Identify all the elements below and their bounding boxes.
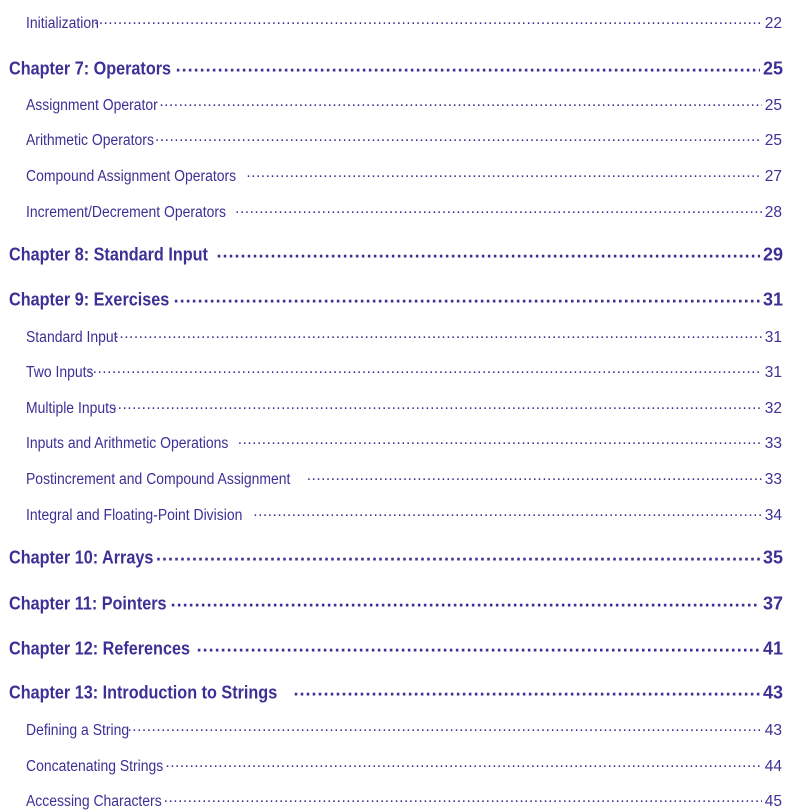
toc-entry-page: 27: [764, 167, 782, 185]
toc-chapter-page: 35: [762, 547, 783, 568]
toc-entry-postincrement-compound-assignment[interactable]: [0, 468, 800, 489]
dot-leader: [246, 165, 761, 181]
toc-chapter-9[interactable]: [0, 288, 800, 311]
toc-entry-title: Multiple Inputs: [26, 399, 116, 417]
dot-leader: [159, 94, 761, 110]
toc-entry-title: Inputs and Arithmetic Operations: [26, 434, 229, 452]
dot-leader: [171, 592, 760, 610]
toc-entry-title: Accessing Characters: [26, 792, 162, 810]
dot-leader: [164, 790, 762, 806]
toc-entry-title: Postincrement and Compound Assignment: [26, 470, 291, 488]
toc-entry-title: Compound Assignment Operators: [26, 167, 237, 185]
toc-entry-defining-a-string[interactable]: [0, 719, 800, 740]
dot-leader: [253, 504, 761, 520]
dot-leader: [94, 12, 762, 28]
toc-chapter-title: Chapter 13: Introduction to Strings: [9, 682, 278, 703]
dot-leader: [165, 755, 761, 771]
toc-chapter-7[interactable]: [0, 57, 800, 80]
toc-entry-arithmetic-operators[interactable]: [0, 129, 800, 150]
toc-entry-page: 34: [764, 506, 782, 524]
toc-entry-title: Standard Input: [26, 328, 118, 346]
dot-leader: [115, 326, 762, 342]
toc-chapter-8[interactable]: [0, 243, 800, 266]
dot-leader: [238, 432, 762, 448]
toc-entry-page: 25: [764, 96, 782, 114]
toc-chapter-page: 37: [762, 593, 783, 614]
toc-entry-title: Integral and Floating-Point Division: [26, 506, 243, 524]
toc-entry-title: Increment/Decrement Operators: [26, 203, 227, 221]
toc-chapter-title: Chapter 8: Standard Input: [9, 244, 208, 265]
dot-leader: [113, 397, 762, 413]
toc-entry-page: 28: [764, 203, 782, 221]
toc-entry-concatenating-strings[interactable]: [0, 755, 800, 776]
toc-entry-title: Concatenating Strings: [26, 757, 164, 775]
dot-leader: [217, 243, 760, 261]
toc-entry-page: 31: [764, 328, 782, 346]
toc-entry-page: 45: [764, 792, 782, 810]
toc-entry-title: Arithmetic Operators: [26, 131, 154, 149]
toc-entry-assignment-operator[interactable]: [0, 94, 800, 115]
toc-chapter-13[interactable]: [0, 681, 800, 704]
toc-entry-page: 33: [764, 434, 782, 452]
toc-entry-integral-floating-point-division[interactable]: [0, 504, 800, 525]
toc-chapter-10[interactable]: [0, 546, 800, 569]
toc-entry-two-inputs[interactable]: [0, 361, 800, 382]
toc-entry-initialization[interactable]: [0, 12, 800, 33]
toc-chapter-title: Chapter 10: Arrays: [9, 547, 154, 568]
dot-leader: [307, 468, 762, 484]
toc-chapter-page: 31: [762, 289, 783, 310]
toc-chapter-11[interactable]: [0, 592, 800, 615]
dot-leader: [127, 719, 761, 735]
toc-chapter-title: Chapter 9: Exercises: [9, 289, 170, 310]
dot-leader: [174, 288, 760, 306]
toc-entry-standard-input[interactable]: [0, 326, 800, 347]
toc-chapter-page: 41: [762, 638, 783, 659]
toc-entry-page: 33: [764, 470, 782, 488]
toc-entry-title: Defining a String: [26, 721, 130, 739]
toc-entry-title: Assignment Operator: [26, 96, 158, 114]
toc-entry-compound-assignment-operators[interactable]: [0, 165, 800, 186]
dot-leader: [197, 637, 760, 655]
dot-leader: [155, 129, 762, 145]
dot-leader: [156, 546, 760, 564]
toc-entry-title: Initialization: [26, 14, 99, 32]
toc-entry-inputs-arithmetic-operations[interactable]: [0, 432, 800, 453]
toc-chapter-title: Chapter 11: Pointers: [9, 593, 167, 614]
toc-chapter-12[interactable]: [0, 637, 800, 660]
toc-entry-page: 25: [764, 131, 782, 149]
toc-entry-page: 32: [764, 399, 782, 417]
toc-entry-page: 44: [764, 757, 782, 775]
toc-entry-page: 22: [764, 14, 782, 32]
toc-chapter-page: 29: [762, 244, 783, 265]
toc-entry-page: 31: [764, 363, 782, 381]
toc-entry-multiple-inputs[interactable]: [0, 397, 800, 418]
toc-entry-increment-decrement-operators[interactable]: [0, 201, 800, 222]
toc-chapter-page: 43: [762, 682, 783, 703]
toc-entry-page: 43: [764, 721, 782, 739]
dot-leader: [294, 681, 760, 699]
toc-entry-title: Two Inputs: [26, 363, 94, 381]
dot-leader: [88, 361, 762, 377]
dot-leader: [235, 201, 762, 217]
toc-chapter-title: Chapter 7: Operators: [9, 58, 172, 79]
dot-leader: [176, 57, 760, 75]
toc-chapter-title: Chapter 12: References: [9, 638, 190, 659]
toc-chapter-page: 25: [762, 58, 783, 79]
